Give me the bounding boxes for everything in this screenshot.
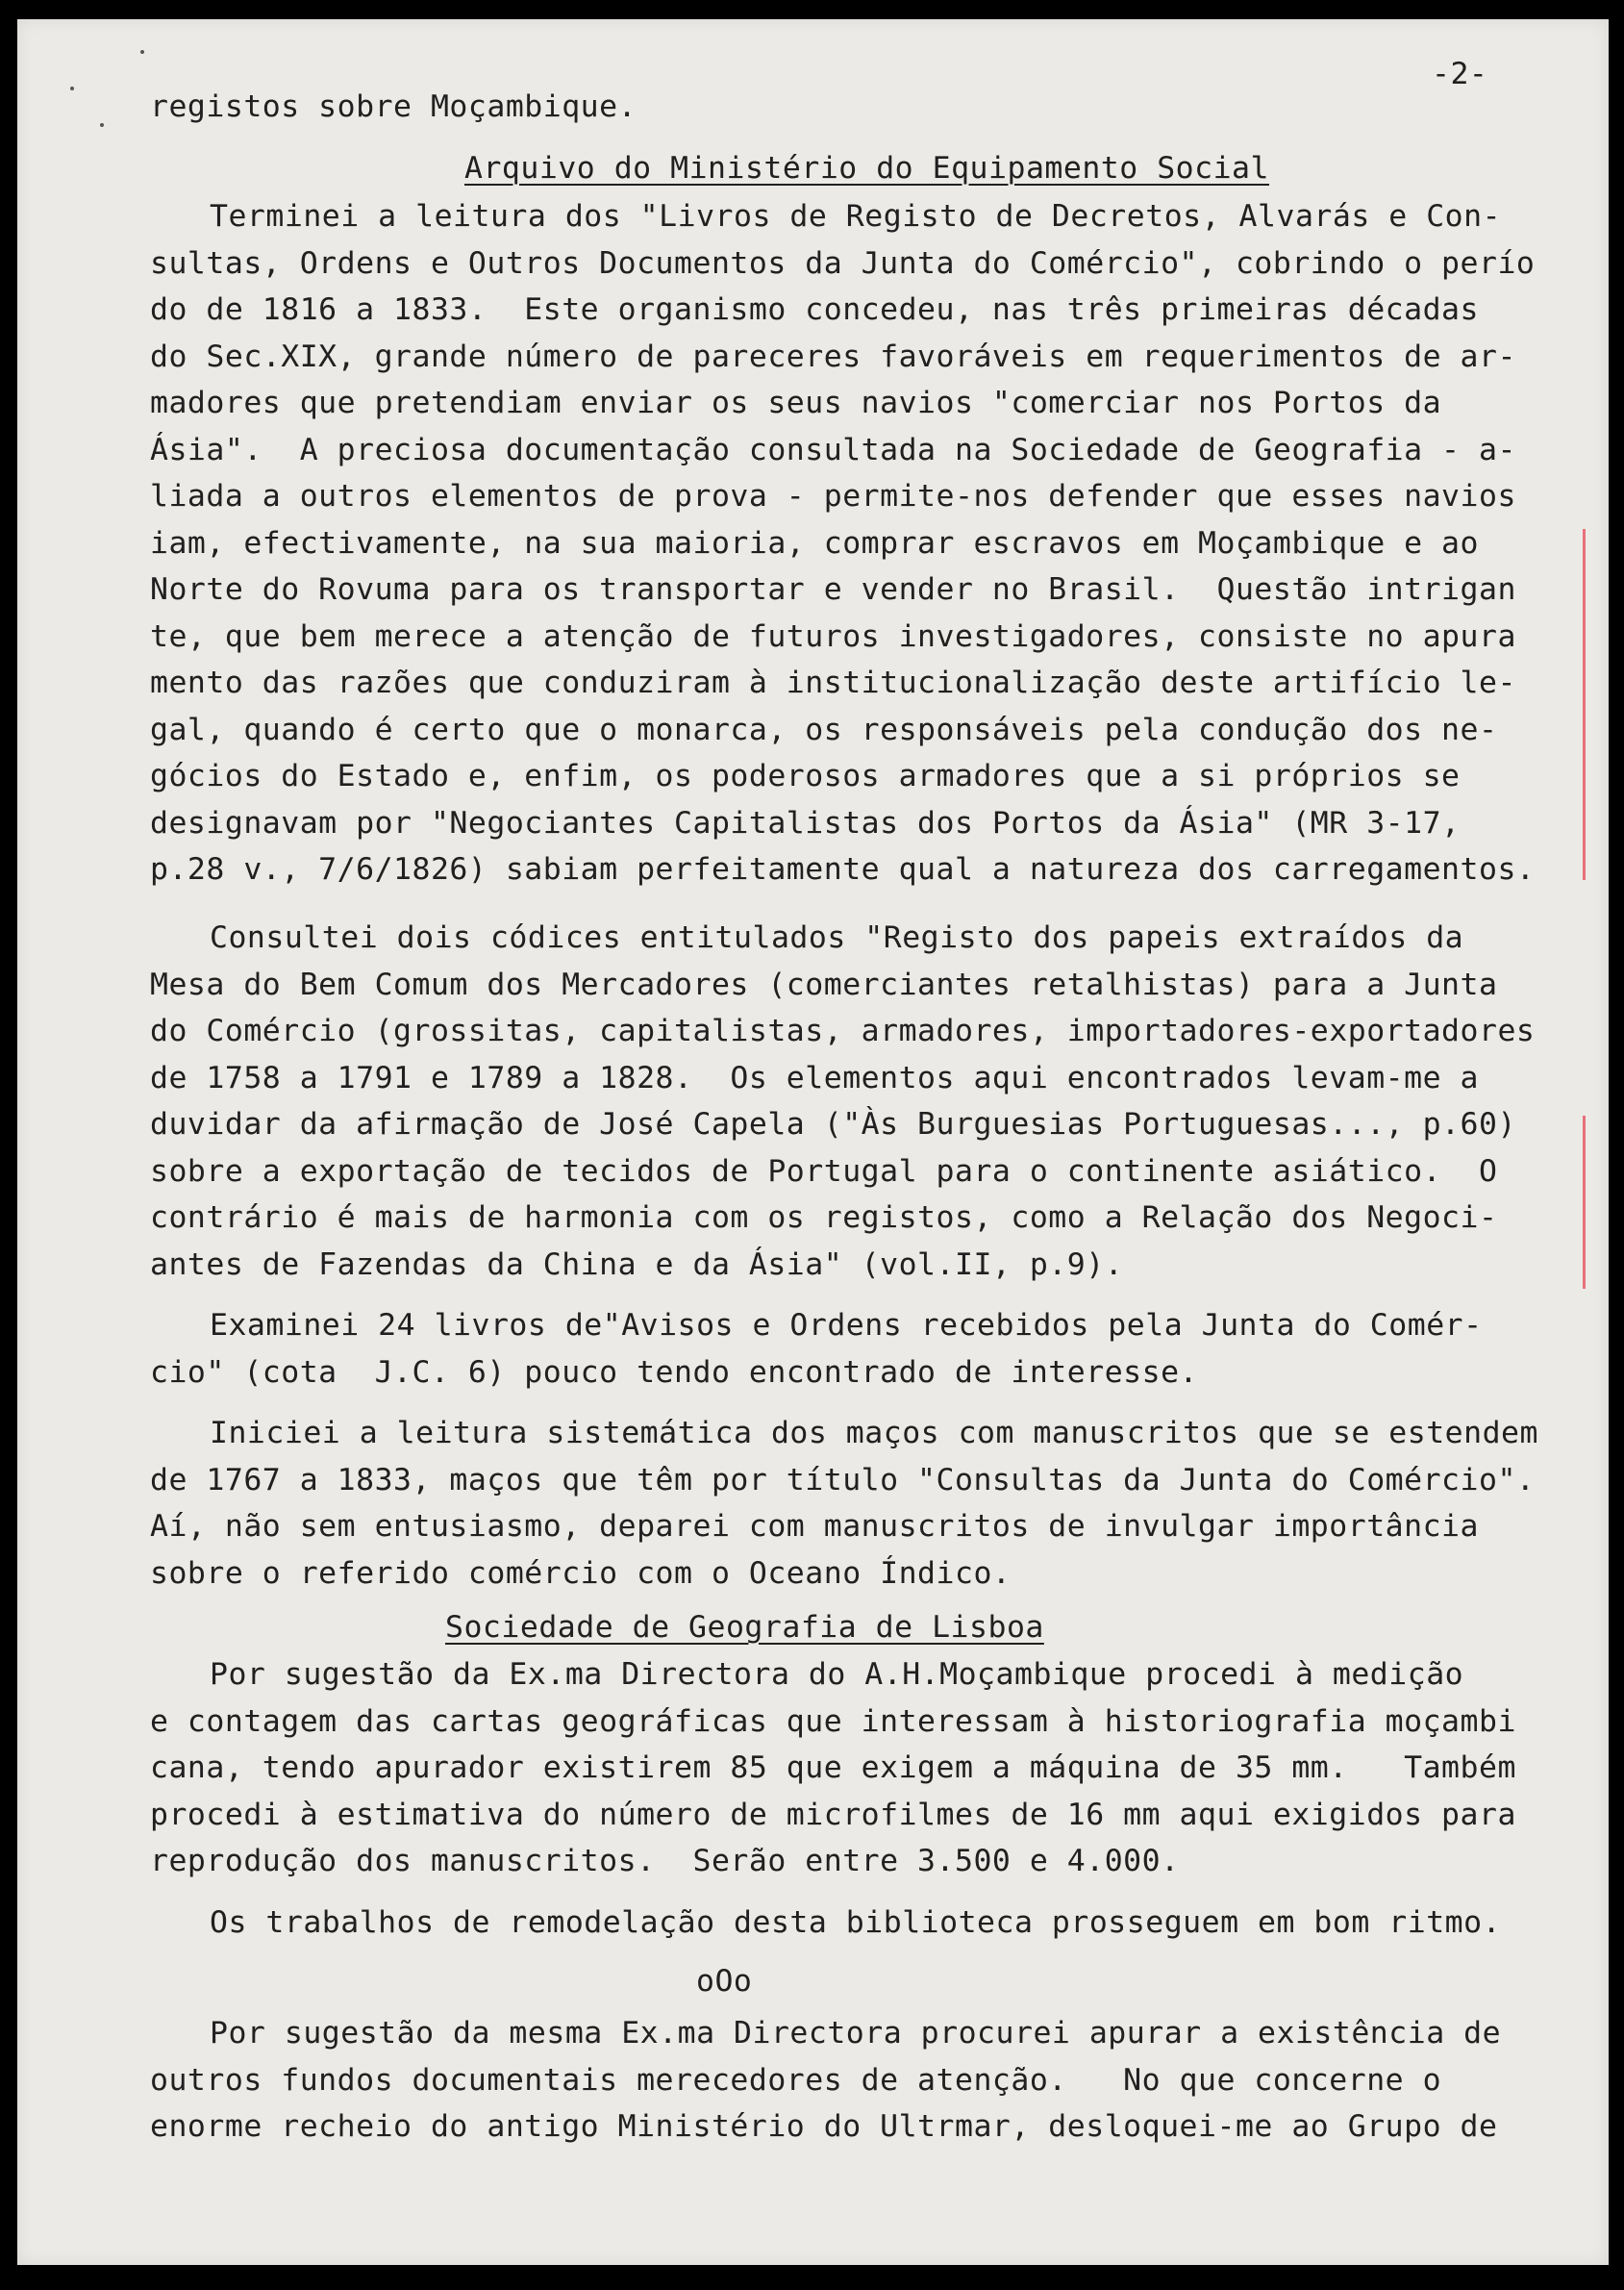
text-line: Por sugestão da Ex.ma Directora do A.H.Moçambique procedi à medição (210, 1657, 1464, 1692)
text-line: Norte do Rovuma para os transportar e vender no Brasil. Questão intrigan (150, 572, 1516, 607)
section-heading: Sociedade de Geografia de Lisboa (445, 1610, 1044, 1645)
text-line: madores que pretendiam enviar os seus navios "comerciar nos Portos da (150, 386, 1442, 420)
text-line: iam, efectivamente, na sua maioria, comprar escravos em Moçambique e ao (150, 526, 1479, 561)
paper-speck (140, 50, 144, 54)
text-line: Por sugestão da mesma Ex.ma Directora procurei apurar a existência de (210, 2016, 1502, 2051)
text-line: sultas, Ordens e Outros Documentos da Junta do Comércio", cobrindo o perío (150, 246, 1536, 281)
page-number: -2- (1432, 57, 1488, 91)
text-line: outros fundos documentais merecedores de atenção. No que concerne o (150, 2063, 1442, 2098)
text-line: Ásia". A preciosa documentação consultada na Sociedade de Geografia - a- (150, 433, 1516, 467)
paper-speck (70, 87, 74, 90)
text-line: sobre o referido comércio com o Oceano Índico. (150, 1556, 1012, 1591)
text-line: enorme recheio do antigo Ministério do Ultrmar, desloquei-me ao Grupo de (150, 2109, 1498, 2144)
margin-mark (1583, 529, 1586, 880)
text-line: de 1767 a 1833, maços que têm por título "Consultas da Junta do Comércio". (150, 1463, 1536, 1497)
text-line: do Sec.XIX, grande número de pareceres favoráveis em requerimentos de ar- (150, 340, 1516, 374)
text-line: Terminei a leitura dos "Livros de Registo de Decretos, Alvarás e Con- (210, 199, 1502, 234)
text-line: cio" (cota J.C. 6) pouco tendo encontrado de interesse. (150, 1355, 1199, 1390)
text-line: Examinei 24 livros de"Avisos e Ordens recebidos pela Junta do Comér- (210, 1308, 1483, 1343)
text-line: e contagem das cartas geográficas que interessam à historiografia moçambi (150, 1704, 1516, 1739)
text-line: liada a outros elementos de prova - permite-nos defender que esses navios (150, 479, 1516, 514)
typewritten-page (17, 19, 1609, 2265)
text-line: gócios do Estado e, enfim, os poderosos armadores que a si próprios se (150, 759, 1461, 793)
text-line: p.28 v., 7/6/1826) sabiam perfeitamente qual a natureza dos carregamentos. (150, 852, 1536, 887)
separator-mark: oOo (696, 1964, 753, 1999)
text-line: do de 1816 a 1833. Este organismo concedeu, nas três primeiras décadas (150, 292, 1479, 327)
section-heading: Arquivo do Ministério do Equipamento Social (464, 151, 1269, 186)
text-line: Aí, não sem entusiasmo, deparei com manuscritos de invulgar importância (150, 1509, 1479, 1544)
text-line: registos sobre Moçambique. (150, 89, 637, 124)
text-line: Iniciei a leitura sistemática dos maços com manuscritos que se estendem (210, 1416, 1538, 1450)
text-line: gal, quando é certo que o monarca, os responsáveis pela condução dos ne- (150, 713, 1498, 747)
text-line: duvidar da afirmação de José Capela ("Às Burguesias Portuguesas..., p.60) (150, 1107, 1516, 1142)
text-line: designavam por "Negociantes Capitalistas dos Portos da Ásia" (MR 3-17, (150, 806, 1461, 841)
text-line: cana, tendo apurador existirem 85 que exigem a máquina de 35 mm. Também (150, 1750, 1516, 1785)
text-line: sobre a exportação de tecidos de Portugal para o continente asiático. O (150, 1154, 1498, 1189)
text-line: de 1758 a 1791 e 1789 a 1828. Os elementos aqui encontrados levam-me a (150, 1061, 1479, 1095)
text-line: antes de Fazendas da China e da Ásia" (vol.II, p.9). (150, 1247, 1124, 1282)
text-line: mento das razões que conduziram à institucionalização deste artifício le- (150, 666, 1516, 700)
text-line: te, que bem merece a atenção de futuros investigadores, consiste no apura (150, 619, 1516, 654)
paper-speck (100, 123, 104, 127)
text-line: reprodução dos manuscritos. Serão entre 3.500 e 4.000. (150, 1844, 1180, 1878)
text-line: Os trabalhos de remodelação desta biblioteca prosseguem em bom ritmo. (210, 1905, 1502, 1940)
text-line: do Comércio (grossitas, capitalistas, armadores, importadores-exportadores (150, 1014, 1536, 1048)
text-line: Mesa do Bem Comum dos Mercadores (comerciantes retalhistas) para a Junta (150, 968, 1498, 1002)
margin-mark (1583, 1116, 1586, 1289)
text-line: procedi à estimativa do número de microfilmes de 16 mm aqui exigidos para (150, 1798, 1516, 1832)
text-line: contrário é mais de harmonia com os registos, como a Relação dos Negoci- (150, 1200, 1498, 1235)
text-line: Consultei dois códices entitulados "Registo dos papeis extraídos da (210, 920, 1464, 955)
